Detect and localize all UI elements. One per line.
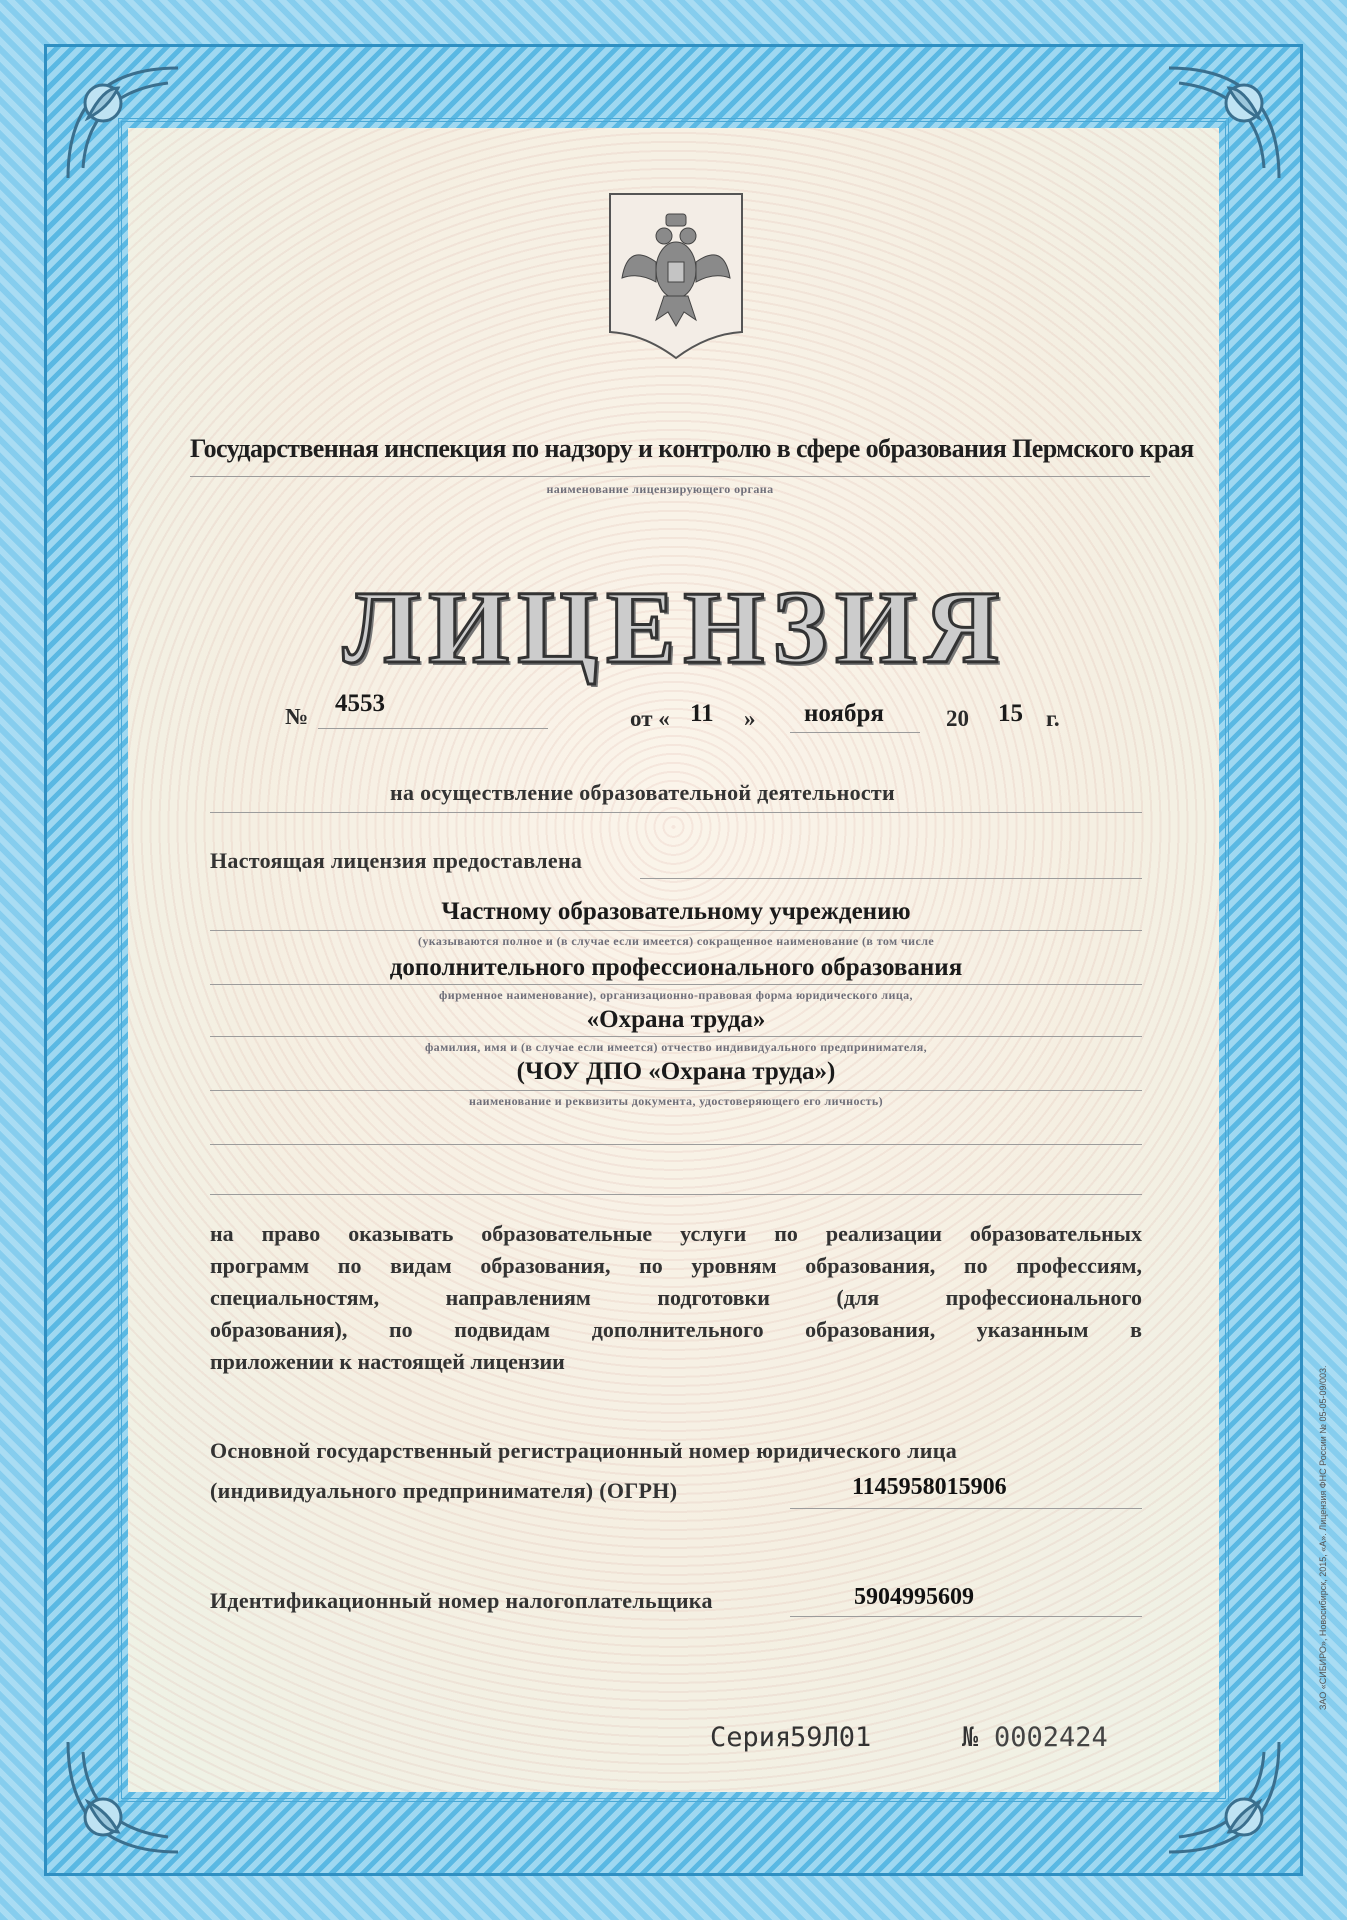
year-prefix: 20 — [946, 706, 969, 731]
granted-underline — [640, 878, 1142, 879]
coat-of-arms-emblem-icon — [608, 192, 744, 360]
licensee-line-4: (ЧОУ ДПО «Охрана труда») — [516, 1058, 836, 1085]
corner-ornament-icon — [48, 48, 198, 198]
blank-line-2 — [210, 1194, 1142, 1195]
authority-caption: наименование лицензирующего органа — [546, 482, 774, 496]
license-number: 4553 — [335, 690, 385, 717]
date-from-label: от « — [630, 706, 670, 731]
licensee-underline-4 — [210, 1090, 1142, 1091]
inn-label: Идентификационный номер налогоплательщика — [210, 1588, 713, 1613]
year-label: г. — [1046, 706, 1060, 731]
license-number-label: № — [285, 704, 309, 729]
corner-ornament-icon — [1149, 48, 1299, 198]
license-activity: на осуществление образовательной деятельности — [390, 780, 896, 805]
corner-ornament-icon — [48, 1722, 198, 1872]
license-year-suffix: 15 — [998, 700, 1023, 727]
licensee-line-3: «Охрана труда» — [586, 1006, 766, 1033]
form-series: 59Л01 — [790, 1722, 872, 1753]
printer-note: ЗАО «СИБИРО», Новосибирск, 2015, «А». Лицензия ФНС России № 05-05-09/003. — [1318, 1365, 1328, 1710]
form-number: 0002424 — [994, 1722, 1108, 1753]
licensee-line-2: дополнительного профессионального образования — [389, 954, 963, 981]
inn-underline — [790, 1616, 1142, 1617]
licensee-underline-1 — [210, 930, 1142, 931]
rights-line: на право оказывать образовательные услуги по реализации образовательных — [210, 1221, 1142, 1246]
licensee-caption-3: фамилия, имя и (в случае если имеется) отчество индивидуального предпринимателя, — [424, 1040, 928, 1054]
licensee-line-1: Частному образовательному учреждению — [441, 898, 911, 925]
granted-label: Настоящая лицензия предоставлена — [210, 848, 583, 873]
rights-line: программ по видам образования, по уровням образования, по профессиям, — [210, 1253, 1142, 1278]
licensee-underline-3 — [210, 1036, 1142, 1037]
form-number-label: № — [962, 1722, 979, 1753]
activity-underline — [210, 812, 1142, 813]
license-month: ноября — [804, 700, 884, 727]
inn-value: 5904995609 — [854, 1584, 974, 1610]
document-title: ЛИЦЕНЗИЯ — [342, 570, 1008, 685]
licensee-caption-2: фирменное наименование), организационно-правовая форма юридического лица, — [439, 988, 913, 1002]
number-underline — [318, 728, 548, 729]
blank-line-1 — [210, 1144, 1142, 1145]
authority-underline — [190, 476, 1150, 477]
rights-line: специальностям, направлениям подготовки (для профессионального — [210, 1285, 1142, 1310]
ogrn-label-line-1: Основной государственный регистрационный номер юридического лица — [210, 1438, 958, 1463]
licensee-caption-1: (указываются полное и (в случае если имеется) сокращенное наименование (в том числе — [417, 934, 935, 948]
licensee-caption-4: наименование и реквизиты документа, удостоверяющего его личность) — [468, 1094, 884, 1108]
ogrn-label-line-2: (индивидуального предпринимателя) (ОГРН) — [210, 1478, 678, 1503]
licensing-authority-name: Государственная инспекция по надзору и контролю в сфере образования Пермского края — [190, 434, 1194, 463]
rights-paragraph — [210, 1218, 1142, 1378]
month-underline — [790, 732, 920, 733]
licensee-underline-2 — [210, 984, 1142, 985]
ogrn-underline — [790, 1508, 1142, 1509]
rights-line: образования), по подвидам дополнительного образования, указанным в — [210, 1317, 1142, 1342]
ogrn-value: 1145958015906 — [852, 1474, 1007, 1500]
license-day: 11 — [690, 700, 714, 727]
corner-ornament-icon — [1149, 1722, 1299, 1872]
rights-line: приложении к настоящей лицензии — [210, 1349, 565, 1374]
date-close-quote: » — [744, 706, 756, 731]
form-series-label: Серия — [710, 1722, 792, 1753]
